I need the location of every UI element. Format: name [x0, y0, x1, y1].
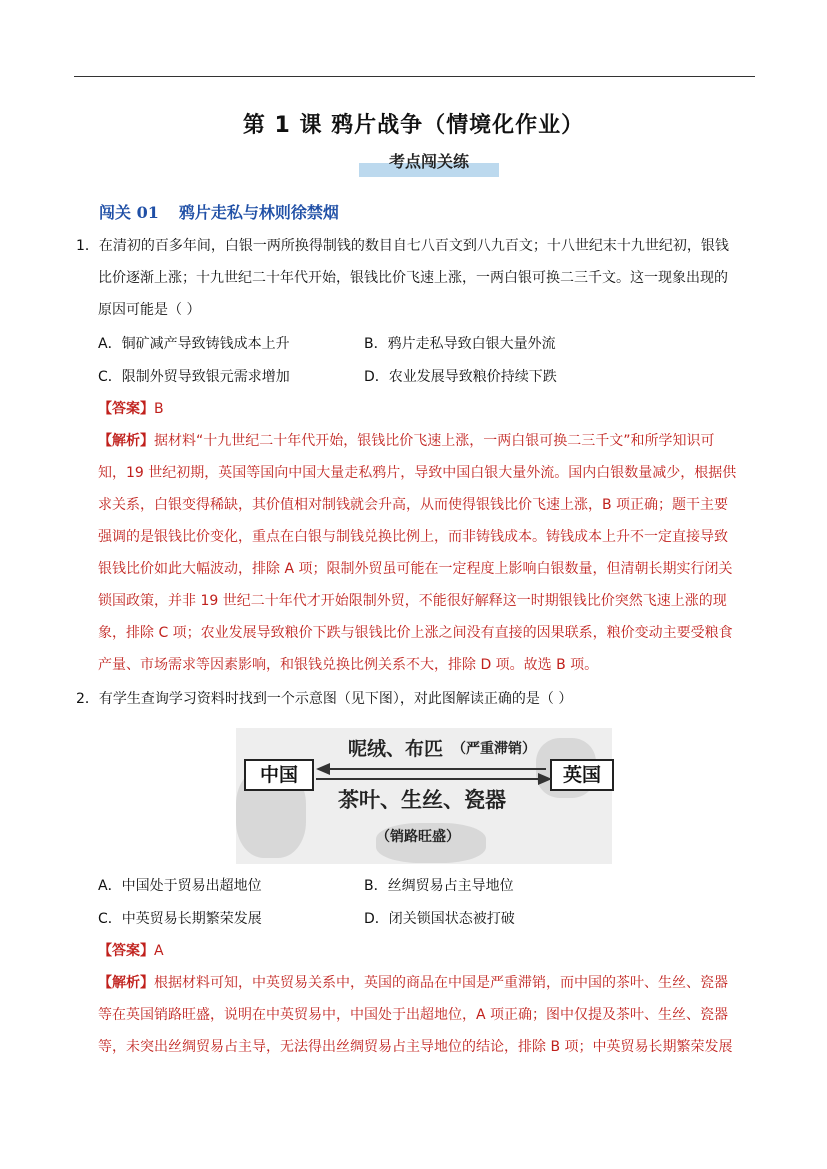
q2-analysis-line-1: [98, 973, 728, 993]
q1-answer: [98, 399, 164, 419]
q2-option-b: B．丝绸贸易占主导地位: [364, 878, 514, 894]
q2-analysis-line-3: 等，未突出丝绸贸易占主导，无法得出丝绸贸易占主导地位的结论，排除 B 项；中英贸易长期繁荣发展: [98, 1039, 733, 1055]
header-rule: [74, 76, 755, 77]
q1-stem-line-1: 1．在清初的百多年间，白银一两所换得制钱的数目自七八百文到八九百文；十八世纪末十九世纪初，银钱: [76, 238, 729, 254]
q1-stem-line-2: 比价逐渐上涨；十九世纪二十年代开始，银钱比价飞速上涨，一两白银可换二三千文。这一现象出现的: [98, 270, 728, 286]
q2-option-c: C．中英贸易长期繁荣发展: [98, 911, 262, 927]
q1-option-b: B．鸦片走私导致白银大量外流: [364, 336, 556, 352]
arrow-left-icon: [316, 762, 330, 776]
q2-answer-tag: 【答案】: [98, 943, 154, 959]
q1-analysis-line-5: 银钱比价如此大幅波动，排除 A 项；限制外贸虽可能在一定程度上影响白银数量，但清朝长期实行闭关: [98, 561, 733, 577]
q1-analysis-line-7: 象，排除 C 项；农业发展导致粮价下跌与银钱比价上涨之间没有直接的因果联系，粮价变动主要受粮食: [98, 625, 733, 641]
q1-analysis-line-2: 知，19 世纪初期，英国等国向中国大量走私鸦片，导致中国白银大量外流。国内白银数量减少，根据供: [98, 465, 737, 481]
q1-analysis-text-1: 据材料“十九世纪二十年代开始，银钱比价飞速上涨，一两白银可换二三千文”和所学知识可: [154, 433, 715, 449]
q1-option-c: C．限制外贸导致银元需求增加: [98, 369, 290, 385]
q2-option-d: D．闭关锁国状态被打破: [364, 911, 515, 927]
diagram-top-goods: 呢绒、布匹: [348, 738, 444, 760]
q2-analysis-text-1: 根据材料可知，中英贸易关系中，英国的商品在中国是严重滞销，而中国的茶叶、生丝、瓷器: [154, 975, 728, 991]
exam-badge: [359, 149, 499, 177]
q1-analysis-line-8: 产量、市场需求等因素影响，和银钱兑换比例关系不大，排除 D 项。故选 B 项。: [98, 657, 599, 673]
section-name: 鸦片走私与林则徐禁烟: [178, 203, 339, 222]
q1-answer-tag: 【答案】: [98, 401, 154, 417]
diagram-top-note: （严重滞销）: [452, 741, 536, 757]
diagram-arrow-to-china: [324, 768, 546, 770]
page-title: 第 1 课 鸦片战争（情境化作业）: [242, 113, 585, 138]
diagram-arrow-to-britain: [316, 778, 542, 780]
badge-label: 考点闯关练: [388, 152, 469, 171]
arrow-right-icon: [538, 772, 552, 786]
trade-diagram: [236, 728, 612, 864]
q1-answer-value: B: [154, 401, 164, 417]
q1-option-a: A．铜矿减产导致铸钱成本上升: [98, 336, 290, 352]
diagram-bottom-goods: 茶叶、生丝、瓷器: [338, 788, 506, 812]
q1-stem-line-3: 原因可能是（ ）: [98, 302, 201, 318]
q2-analysis-line-2: 等在英国销路旺盛，说明在中英贸易中，中国处于出超地位，A 项正确；图中仅提及茶叶、生丝、瓷器: [98, 1007, 729, 1023]
q1-analysis-line-6: 锁国政策，并非 19 世纪二十年代才开始限制外贸，不能很好解释这一时期银钱比价突然飞速上涨的现: [98, 593, 727, 609]
q2-stem: 2．有学生查询学习资料时找到一个示意图（见下图），对此图解读正确的是（ ）: [76, 691, 573, 707]
q1-analysis-line-4: 强调的是银钱比价变化，重点在白银与制钱兑换比例上，而非铸钱成本。铸钱成本上升不一定直接导致: [98, 529, 728, 545]
diagram-china-box: 中国: [244, 759, 314, 791]
q2-option-a: A．中国处于贸易出超地位: [98, 878, 262, 894]
section-heading: [99, 200, 339, 223]
q1-analysis-tag: 【解析】: [98, 433, 154, 449]
diagram-bottom-note: （销路旺盛）: [376, 829, 460, 845]
q2-analysis-tag: 【解析】: [98, 975, 154, 991]
q1-analysis-line-3: 求关系，白银变得稀缺，其价值相对制钱就会升高，从而使得银钱比价飞速上涨，B 项正确；题干主要: [98, 497, 729, 513]
q2-answer: [98, 941, 164, 961]
q2-answer-value: A: [154, 943, 164, 959]
section-id: 闯关 01: [99, 203, 159, 222]
diagram-britain-box: 英国: [550, 759, 614, 791]
q1-option-d: D．农业发展导致粮价持续下跌: [364, 369, 557, 385]
q1-analysis-line-1: [98, 431, 715, 451]
